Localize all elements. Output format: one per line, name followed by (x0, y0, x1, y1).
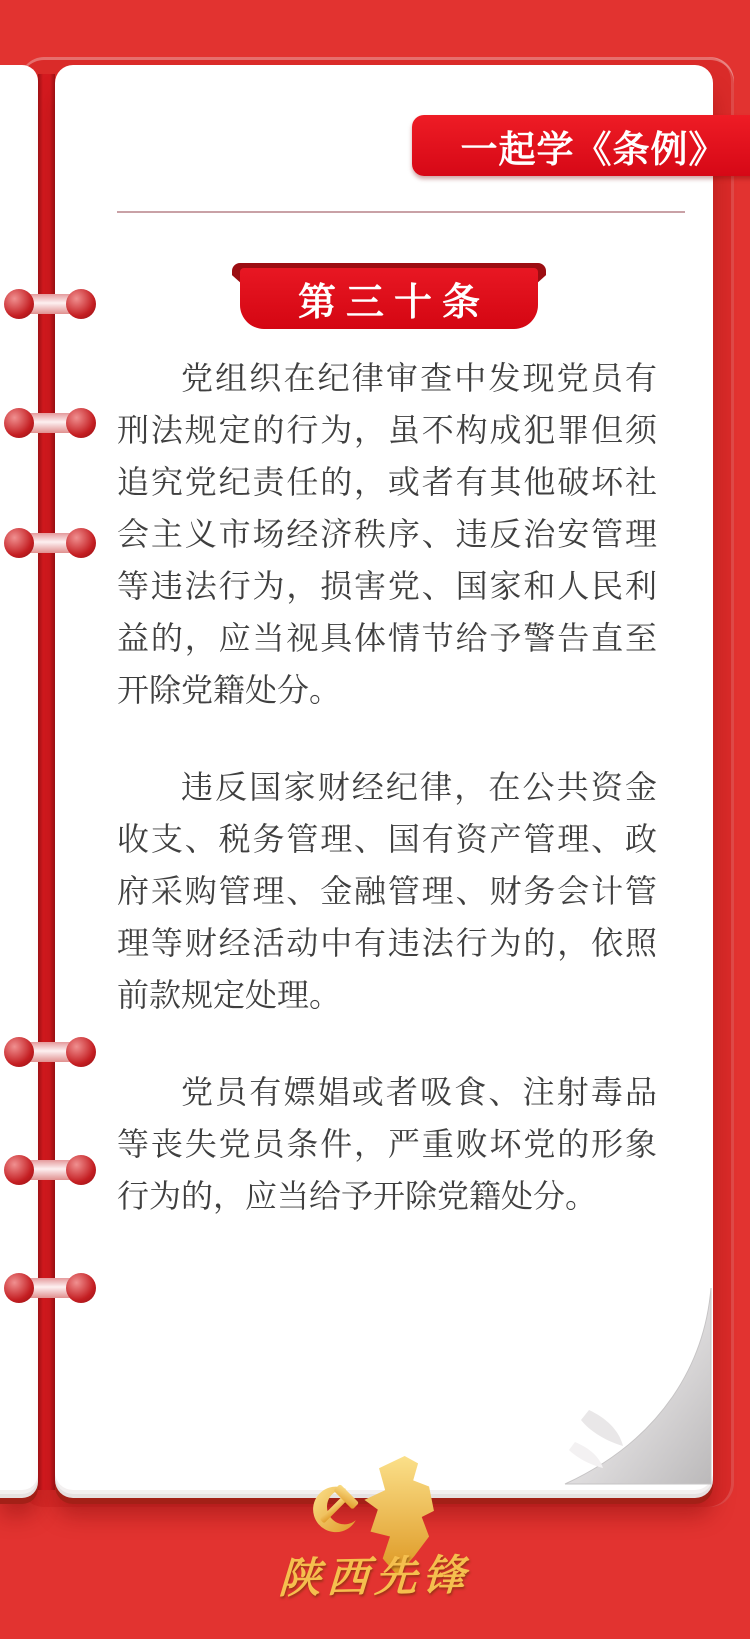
binder-ring (4, 1273, 96, 1303)
footer-logo (0, 1462, 750, 1622)
ring-end (4, 528, 34, 558)
binder-ring (4, 1155, 96, 1185)
ring-end (66, 408, 96, 438)
ring-end (66, 1155, 96, 1185)
article-number-title: 第三十条 (297, 282, 490, 324)
header-banner-label: 一起学《条例》 (460, 128, 727, 170)
ring-end (4, 1273, 34, 1303)
hammer-and-sickle-icon (301, 1480, 363, 1542)
footer-logo-text: 陕西先锋 (277, 1551, 473, 1602)
article-body (117, 352, 657, 1222)
article-ribbon (232, 263, 546, 329)
binder-ring (4, 528, 96, 558)
header-banner (412, 115, 750, 176)
article-paragraph: 党组织在纪律审查中发现党员有刑法规定的行为，虽不构成犯罪但须追究党纪责任的，或者有其他破坏社会主义市场经济秩序、违反治安管理等违法行为，损害党、国家和人民利益的，应当视具体情节给予警告直至开除党籍处分。 (117, 360, 657, 708)
main-page (55, 65, 727, 1490)
ring-end (66, 1273, 96, 1303)
page-curl-decoration (503, 1280, 713, 1490)
ring-end (4, 408, 34, 438)
binder-ring (4, 1037, 96, 1067)
article-paragraph: 党员有嫖娼或者吸食、注射毒品等丧失党员条件，严重败坏党的形象行为的，应当给予开除党籍处分。 (117, 1074, 657, 1214)
ring-end (66, 528, 96, 558)
binder-ring (4, 289, 96, 319)
article-paragraph: 违反国家财经纪律，在公共资金收支、税务管理、国有资产管理、政府采购管理、金融管理、财务会计管理等财经活动中有违法行为的，依照前款规定处理。 (117, 769, 657, 1013)
ring-end (4, 1155, 34, 1185)
ribbon-body (240, 268, 538, 329)
binder-ring (4, 408, 96, 438)
ring-end (4, 1037, 34, 1067)
divider-line (117, 211, 685, 213)
ring-end (66, 289, 96, 319)
ring-end (66, 1037, 96, 1067)
ring-end (4, 289, 34, 319)
